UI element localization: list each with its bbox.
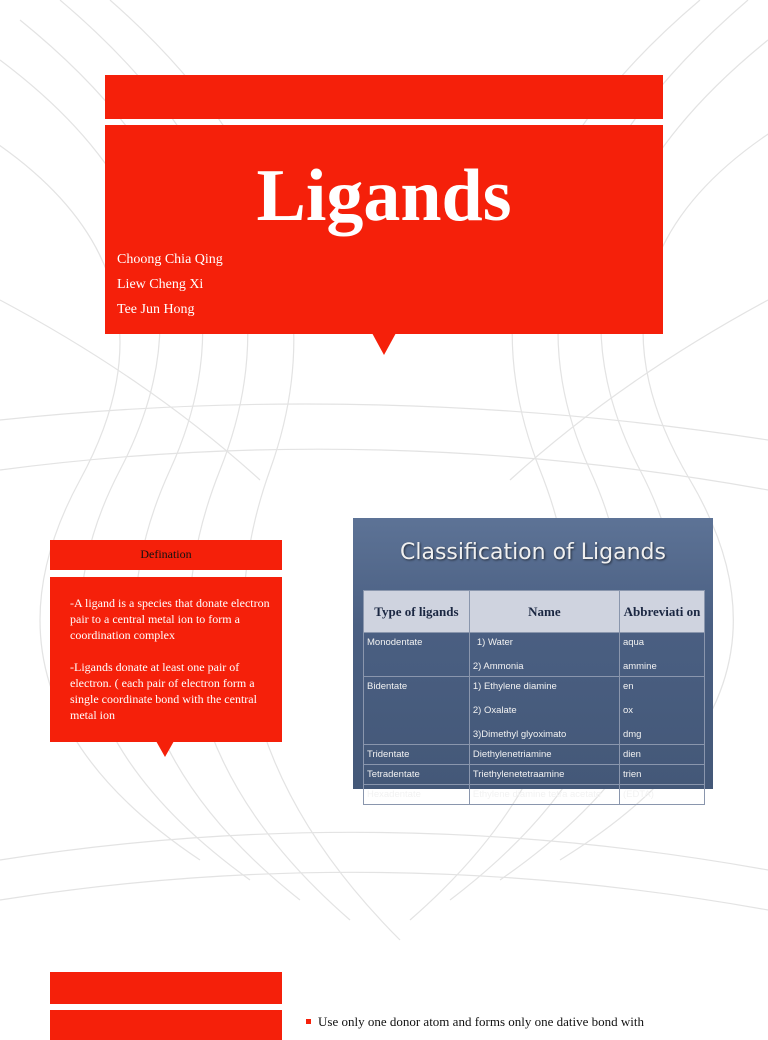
cell-name xyxy=(469,677,619,745)
table-row xyxy=(364,633,705,677)
column-header-name: Name xyxy=(469,591,619,633)
definition-card-pointer xyxy=(156,741,174,757)
ligand-name: 1) Water xyxy=(476,637,513,648)
slide-title: Ligands xyxy=(256,155,512,237)
ligand-abbreviation: ammine xyxy=(622,661,657,672)
cell-name: Diethylenetriamine xyxy=(469,745,619,765)
ligand-name: 1) Ethylene diamine xyxy=(472,681,557,692)
definition-card xyxy=(50,577,282,742)
ligand-name: 3)Dimethyl glyoximato xyxy=(472,729,567,740)
cell-abbreviation: (EDTA) xyxy=(619,785,704,805)
cell-abbreviation xyxy=(619,633,704,677)
ligand-abbreviation: dmg xyxy=(622,729,642,740)
classification-slide-image xyxy=(353,518,713,800)
definition-heading: Defination xyxy=(50,540,282,570)
cell-type: Hexadentate xyxy=(364,785,470,805)
table-row xyxy=(364,677,705,745)
cell-type: Bidentate xyxy=(364,677,470,745)
ligand-abbreviation: aqua xyxy=(622,637,645,648)
cell-type: Tetradentate xyxy=(364,765,470,785)
column-header-type: Type of ligands xyxy=(364,591,470,633)
ligand-name: 2) Ammonia xyxy=(472,661,524,672)
cell-abbreviation: dien xyxy=(619,745,704,765)
table-row xyxy=(364,765,705,785)
cell-abbreviation xyxy=(619,677,704,745)
author-name: Choong Chia Qing xyxy=(117,252,223,267)
author-list xyxy=(117,247,223,322)
author-name: Liew Cheng Xi xyxy=(117,277,204,292)
bullet-icon xyxy=(306,1019,311,1024)
slide3-bullet-text: Use only one donor atom and forms only one dative bond with xyxy=(318,1014,645,1029)
title-card-pointer xyxy=(372,333,396,355)
table-header-row xyxy=(364,591,705,633)
cell-name xyxy=(469,633,619,677)
slide3-card xyxy=(50,1010,282,1040)
author-name: Tee Jun Hong xyxy=(117,302,195,317)
slide3-heading-bar xyxy=(50,972,282,1004)
ligand-abbreviation: ox xyxy=(622,705,633,716)
title-card xyxy=(105,125,663,334)
title-banner-top xyxy=(105,75,663,119)
ligand-name: 2) Oxalate xyxy=(472,705,517,716)
table-row xyxy=(364,785,705,805)
ligand-abbreviation: en xyxy=(622,681,634,692)
cell-type: Monodentate xyxy=(364,633,470,677)
table-row xyxy=(364,745,705,765)
classification-title: Classification of Ligands xyxy=(400,540,666,565)
cell-type: Tridentate xyxy=(364,745,470,765)
cell-abbreviation: trien xyxy=(619,765,704,785)
definition-paragraph: -A ligand is a species that donate electron pair to a central metal ion to form a coordination complex xyxy=(70,596,270,642)
cell-name: Ethylene diamine tetra acetate xyxy=(469,785,619,805)
classification-table xyxy=(363,590,705,805)
column-header-abbreviation: Abbreviati on xyxy=(619,591,704,633)
cell-name: Triethylenetetraamine xyxy=(469,765,619,785)
definition-paragraph: -Ligands donate at least one pair of electron. ( each pair of electron form a single coordinate bond with the central metal ion xyxy=(70,660,257,722)
